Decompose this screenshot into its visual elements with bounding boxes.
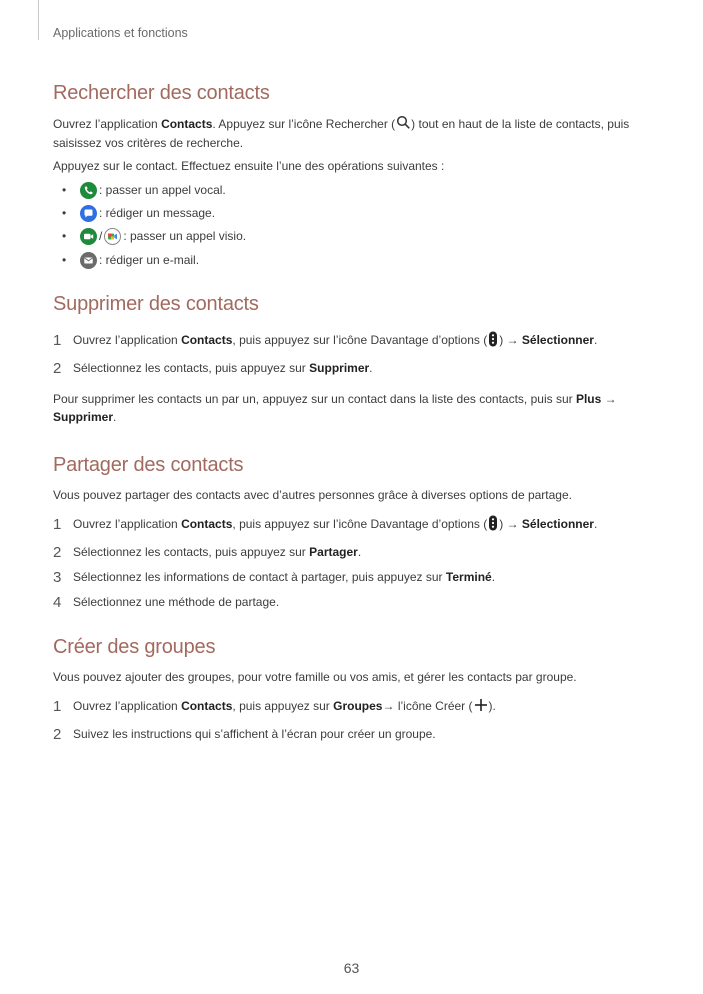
share-step-3-end: . xyxy=(491,570,496,584)
bullet-message-text: : rédiger un message. xyxy=(99,206,216,220)
share-step-1 xyxy=(53,514,597,534)
delete-note-pre: Pour supprimer les contacts un par un, appuyez sur un contact dans la liste des contacts, puis sur xyxy=(53,392,576,406)
meet-video-icon xyxy=(104,228,121,245)
plus-icon xyxy=(474,698,488,715)
step-number: 1 xyxy=(53,697,62,715)
step-number: 2 xyxy=(53,543,62,561)
message-icon xyxy=(80,205,97,222)
step-number: 2 xyxy=(53,725,62,743)
share-step-1-app: Contacts xyxy=(181,517,233,531)
section-title-search: Rechercher des contacts xyxy=(53,82,270,104)
delete-note-plus: Plus xyxy=(575,392,602,406)
delete-step-1 xyxy=(53,330,597,350)
delete-step-1-action: Sélectionner xyxy=(521,333,594,347)
delete-step-2-end: . xyxy=(369,361,373,375)
delete-note-action: Supprimer xyxy=(53,410,114,424)
groups-step-2 xyxy=(53,724,436,744)
delete-note-end: . xyxy=(113,410,117,424)
bullet-dot: • xyxy=(62,229,67,243)
groups-step-1-mid: , puis appuyez sur xyxy=(232,699,330,713)
bullet-video-call xyxy=(62,226,246,246)
share-step-3 xyxy=(53,567,495,587)
step-number: 4 xyxy=(53,593,62,611)
delete-step-1-post: ) → xyxy=(499,333,519,347)
delete-step-1-pre: Ouvrez l’application xyxy=(73,333,178,347)
bullet-email-text: : rédiger un e-mail. xyxy=(99,253,200,267)
bullet-dot: • xyxy=(62,183,67,197)
search-intro-post: ) tout en haut de la liste de contacts, puis xyxy=(411,117,630,131)
delete-step-2-action: Supprimer xyxy=(309,361,370,375)
search-intro-pre: Ouvrez l’application xyxy=(53,117,162,131)
share-step-1-action: Sélectionner xyxy=(521,517,594,531)
more-options-icon xyxy=(488,331,498,350)
share-step-2-action: Partager xyxy=(309,545,358,559)
delete-step-2 xyxy=(53,358,373,378)
step-number: 1 xyxy=(53,331,62,349)
share-step-1-pre: Ouvrez l’application xyxy=(73,517,178,531)
share-step-2-pre: Sélectionnez les contacts, puis appuyez sur xyxy=(73,545,306,559)
section-title-share: Partager des contacts xyxy=(53,454,244,476)
groups-step-1-end: ). xyxy=(488,699,496,713)
step-number: 2 xyxy=(53,359,62,377)
section-title-groups: Créer des groupes xyxy=(53,636,216,658)
search-icon xyxy=(396,115,410,134)
bullet-dot: • xyxy=(62,206,67,220)
section-title-delete: Supprimer des contacts xyxy=(53,293,259,315)
share-step-3-action: Terminé xyxy=(445,570,492,584)
margin-rule xyxy=(38,0,39,40)
delete-step-1-end: . xyxy=(593,333,598,347)
video-separator: / xyxy=(99,229,103,243)
page-number: 63 xyxy=(343,960,360,976)
groups-step-1-action: Groupes xyxy=(333,699,383,713)
delete-step-1-app: Contacts xyxy=(181,333,233,347)
delete-note-arrow: → xyxy=(601,392,617,406)
bullet-voice-call-text: : passer un appel vocal. xyxy=(99,183,226,197)
share-step-4-text: Sélectionnez une méthode de partage. xyxy=(73,595,280,609)
bullet-dot: • xyxy=(62,253,67,267)
share-intro: Vous pouvez partager des contacts avec d’autres personnes grâce à diverses options de partage. xyxy=(53,488,572,502)
share-step-4 xyxy=(53,592,279,612)
delete-note xyxy=(53,390,653,426)
share-step-3-pre: Sélectionnez les informations de contact à partager, puis appuyez sur xyxy=(73,570,443,584)
bullet-video-call-text: : passer un appel visio. xyxy=(123,229,247,243)
bullet-voice-call xyxy=(62,180,226,200)
step-number: 3 xyxy=(53,568,62,586)
share-step-1-mid: , puis appuyez sur l’icône Davantage d’options ( xyxy=(232,517,488,531)
share-step-2-end: . xyxy=(357,545,362,559)
delete-step-2-pre: Sélectionnez les contacts, puis appuyez sur xyxy=(73,361,306,375)
groups-step-1-app: Contacts xyxy=(181,699,233,713)
more-options-icon xyxy=(488,515,498,534)
search-intro-app: Contacts xyxy=(161,117,213,131)
share-step-1-end: . xyxy=(593,517,598,531)
groups-step-1-post: → l’icône Créer ( xyxy=(382,699,473,713)
email-icon xyxy=(80,252,97,269)
search-intro-mid: . Appuyez sur l’icône Rechercher ( xyxy=(212,117,396,131)
groups-step-1 xyxy=(53,696,496,716)
search-intro xyxy=(53,115,653,152)
phone-call-icon xyxy=(80,182,97,199)
delete-step-1-mid: , puis appuyez sur l’icône Davantage d’options ( xyxy=(232,333,488,347)
bullet-email xyxy=(62,250,199,270)
video-call-icon xyxy=(80,228,97,245)
running-header: Applications et fonctions xyxy=(53,26,188,40)
share-step-2 xyxy=(53,542,361,562)
bullet-message xyxy=(62,203,215,223)
search-intro-line2: saisissez vos critères de recherche. xyxy=(53,136,244,151)
step-number: 1 xyxy=(53,515,62,533)
groups-step-2-text: Suivez les instructions qui s’affichent à l’écran pour créer un groupe. xyxy=(73,727,436,741)
groups-intro: Vous pouvez ajouter des groupes, pour votre famille ou vos amis, et gérer les contacts par groupe. xyxy=(53,670,577,684)
groups-step-1-pre: Ouvrez l’application xyxy=(73,699,178,713)
search-tap-line: Appuyez sur le contact. Effectuez ensuite l’une des opérations suivantes : xyxy=(53,159,445,173)
share-step-1-post: ) → xyxy=(499,517,519,531)
